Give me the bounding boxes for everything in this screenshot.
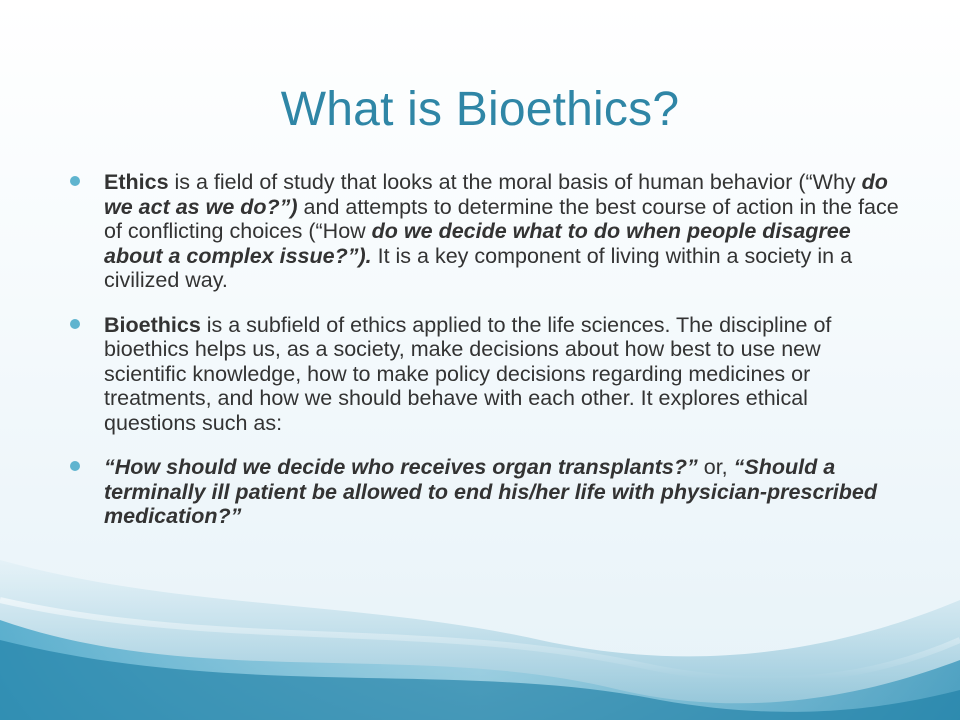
bullet-dot-icon [70,176,80,186]
emphasis-span: do we act as we do?”) [104,170,888,219]
term-bioethics: Bioethics [104,312,201,337]
slide-title: What is Bioethics? [280,83,680,136]
bullet-ethics [70,170,900,293]
text-span: is a field of study that looks at the moral basis of human behavior (“Why [168,170,862,194]
question-end-of-life: “Should a terminally ill patient be allowed to end his/her life with physician-prescribed medication?” [104,455,877,528]
text-span: and attempts to determine the best course of action in the face of conflicting choices (“How [104,194,899,243]
bullet-questions [70,455,900,529]
text-span: It is a key component of living within a society in a civilized way. [104,243,853,292]
text-span: or, [697,455,734,479]
bullet-list [70,170,900,549]
question-organ-transplants: “How should we decide who receives organ transplants?” [104,455,698,479]
bullet-dot-icon [70,461,80,471]
emphasis-span: do we decide what to do when people disagree about a complex issue?”). [104,219,851,268]
text-span: is a subfield of ethics applied to the life sciences. The discipline of bioethics helps us, as a society, make decisions about how best to use new scientific knowledge, how to make policy decisions regarding medicines or treatments, and how we should behave with each other. It explores ethical questions such as: [104,312,832,435]
bullet-bioethics [70,313,900,436]
term-ethics: Ethics [104,170,169,194]
bullet-dot-icon [70,319,80,329]
